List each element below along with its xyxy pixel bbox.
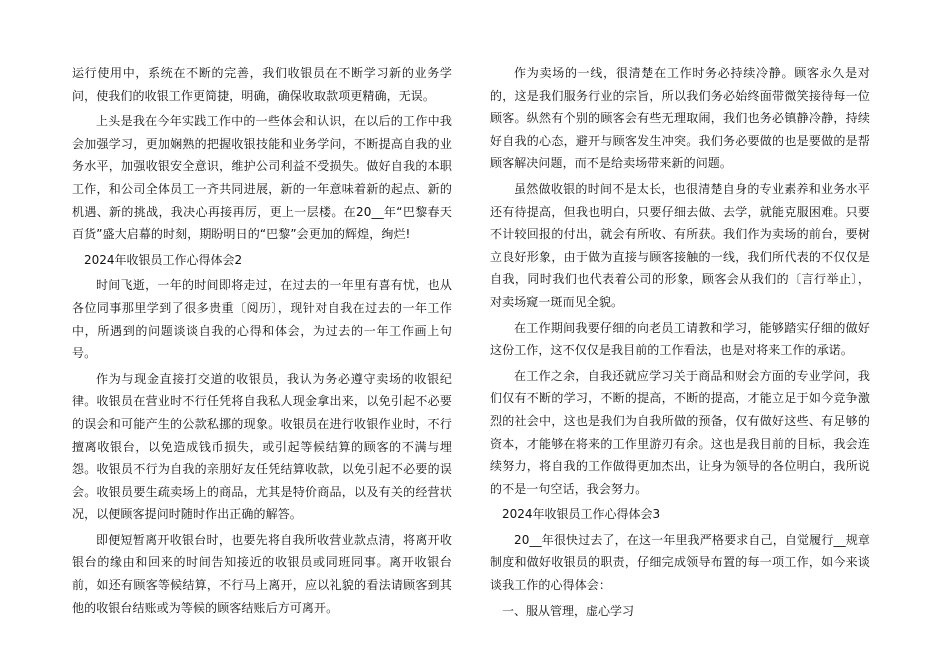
section-heading: 2024年收银员工作心得体会2 [84,252,243,267]
paragraph: 时间飞逝，一年的时间即将走过，在过去的一年里有喜有忧，也从各位同事那里学到了很多贵重〔阅历〕，现针对自我在过去的一年工作中，所遇到的问题谈谈自我的心得和体会，为过去的一年工作画上句号。 [72,278,452,361]
paragraph: 20__年很快过去了，在这一年里我严格要求自己，自觉履行__规章制度和做好收银员的职责，仔细完成领导布置的每一项工作，如今来谈谈我工作的心得体会： [490,532,870,593]
section-heading: 2024年收银员工作心得体会3 [502,507,661,522]
right-column [490,62,870,625]
left-column [72,62,452,622]
paragraph: 作为与现金直接打交道的收银员，我认为务必遵守卖场的收银纪律。收银员在营业时不行任凭将自我私人现金拿出来，以免引起不必要的误会和可能产生的公款私挪的现象。收银员在进行收银作业时，不行擅离收银台，以免造成钱币损失，或引起等候结算的顾客的不满与埋怨。收银员不行为自我的亲朋好友任凭结算收款，以免引起不必要的误会。收银员要生疏卖场上的商品，尤其是特价商品，以及有关的经营状况，以便顾客提问时随时作出正确的解答。 [72,371,452,522]
subsection-heading: 一、服从管理，虚心学习 [502,603,635,618]
paragraph: 作为卖场的一线，很清楚在工作时务必持续冷静。顾客永久是对的，这是我们服务行业的宗旨，所以我们务必始终面带微笑接待每一位顾客。纵然有个别的顾客会有些无理取闹，我们也务必镇静冷静，持续好自我的心态，避开与顾客发生冲突。我们务必要做的也是要做的是帮顾客解决问题，而不是给卖场带来新的问题。 [490,66,870,171]
paragraph: 在工作期间我要仔细的向老员工请教和学习，能够踏实仔细的做好这份工作，这不仅仅是我目前的工作看法，也是对将来工作的承诺。 [490,320,870,358]
paragraph: 运行使用中，系统在不断的完善，我们收银员在不断学习新的业务学问，使我们的收银工作更简捷，明确，确保收取款项更精确，无误。 [72,66,452,103]
paragraph: 在工作之余，自我还就应学习关于商品和财会方面的专业学问，我们仅有不断的学习，不断的提高，不断的提高，才能立足于如今竞争激烈的社会中，这也是我们为自我所做的预备，仅有做好这些、有足够的资本，才能够在将来的工作里游刃有余。这也是我目前的目标，我会连续努力，将自我的工作做得更加杰出，让身为领导的各位明白，我所说的不是一句空话，我会努力。 [490,368,870,496]
paragraph: 虽然做收银的时间不是太长，也很清楚自身的专业素养和业务水平还有待提高，但我也明白，只要仔细去做、去学，就能克服困难。只要不计较回报的付出，就会有所收、有所获。我们作为卖场的前台，要树立良好形象，由于做为直接与顾客接触的一线，我们所代表的不仅仅是自我，同时我们也代表着公司的形象，顾客会从我们的〔言行举止〕，对卖场窥一斑而见全貌。 [490,181,870,309]
paragraph: 上头是我在今年实践工作中的一些体会和认识，在以后的工作中我会加强学习，更加娴熟的把握收银技能和业务学问，不断提高自我的业务水平，加强收银安全意识，维护公司利益不受损失。做好自我的本职工作，和公司全体员工一齐共同进展，新的一年意味着新的起点、新的机遇、新的挑战，我决心再接再厉，更上一层楼。在20__年“巴黎春天百货”盛大启幕的时刻，期盼明日的“巴黎”会更加的辉煌，绚烂! [72,114,452,242]
paragraph: 即便短暂离开收银台时，也要先将自我所收营业款点清，将离开收银台的缘由和回来的时间告知接近的收银员或同班同事。离开收银台前，如还有顾客等候结算，不行马上离开，应以礼貌的看法请顾客到其他的收银台结账或为等候的顾客结账后方可离开。 [72,532,452,615]
